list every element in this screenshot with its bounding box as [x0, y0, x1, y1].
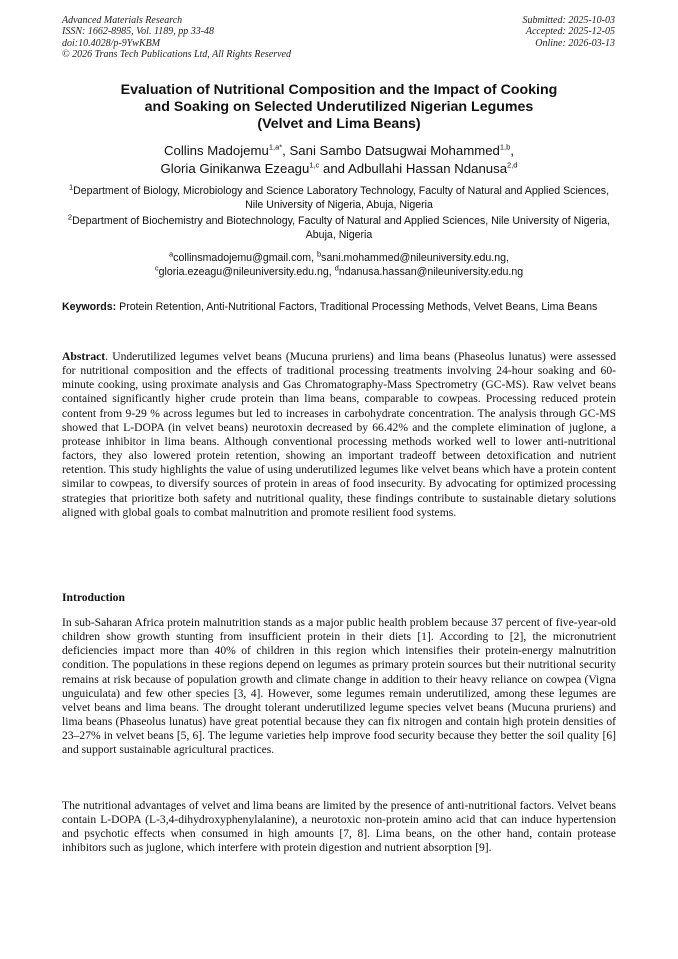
online-date: Online: 2026-03-13 — [535, 37, 615, 49]
keywords-text: Protein Retention, Anti-Nutritional Factors, Traditional Processing Methods, Velvet Beans, Lima Beans — [119, 301, 598, 313]
title-line-3: (Velvet and Lima Beans) — [257, 116, 421, 133]
author-name: Adbullahi Hassan Ndanusa — [347, 160, 508, 176]
email-mark: a — [169, 249, 174, 259]
author-list — [62, 142, 616, 177]
email-address[interactable]: ndanusa.hassan@nileuniversity.edu.ng — [338, 265, 524, 278]
introduction-paragraph-2: The nutritional advantages of velvet and lima beans are limited by the presence of anti-nutritional factors. Velvet beans contain L-DOPA (L-3,4-dihydroxyphenylalanine), a neurotoxic non-protein amino acid that can induce hypertension and psychotic effects when consumed in high amounts [7, 8]. Lima beans, on the other hand, contain protease inhibitors such as juglone, which interfere with protein digestion and nutrient absorption [9]. — [62, 799, 616, 855]
introduction-paragraph-1: In sub-Saharan Africa protein malnutrition stands as a major public health problem because 37 percent of five-year-old children show growth stunting from insufficient protein in their diets [1]. According to [2], the micronutrient deficiencies impact more than 40% of children in this region which intensifies their protein-energy malnutrition condition. The populations in these regions depend on legumes as primary protein sources but their nutritional security remains at risk because of population growth and climate change in addition to their heavy reliance on cowpea (Vigna unguiculata) and few other species [3, 4]. However, some legumes remain underutilized, among these legumes are velvet beans and lima beans. The drought tolerant underutilized legume species velvet beans (Mucuna pruriens) and lima beans (Phaseolus lunatus) have great potential because they can fix nitrogen and contain high protein densities of 23–27% in velvet beans [5, 6]. The legume varieties help improve food security because they better the soil quality [6] and support sustainable agricultural practices. — [62, 616, 616, 757]
submitted-date: Submitted: 2025-10-03 — [522, 15, 615, 26]
author-marks: 2,d — [507, 160, 518, 170]
author-emails — [62, 249, 616, 279]
copyright-line: © 2026 Trans Tech Publications Ltd, All Rights Reserved — [62, 49, 291, 61]
email-separator: , — [506, 252, 509, 264]
title-line-2: and Soaking on Selected Underutilized Nigerian Legumes — [144, 99, 534, 116]
author-separator: , — [282, 143, 290, 158]
affiliation-text: Department of Biology, Microbiology and Science Laboratory Technology, Faculty of Natural and Applied Sciences, Nile University of Nigeria, Abuja, Nigeria — [73, 185, 610, 211]
email-mark: d — [334, 263, 339, 273]
keywords-block — [62, 301, 616, 315]
author-marks: 1,b — [499, 142, 511, 152]
email-separator: , — [311, 252, 317, 264]
journal-name: Advanced Materials Research — [62, 15, 183, 26]
journal-issn: ISSN: 1662-8985, Vol. 1189, pp 33-48 — [62, 26, 215, 38]
journal-doi: doi:10.4028/p-9YwKBM — [62, 37, 161, 49]
paper-title — [62, 82, 616, 134]
author-separator: , — [510, 143, 514, 158]
author-name: Sani Sambo Datsugwai Mohammed — [289, 143, 500, 158]
abstract-label: Abstract — [62, 350, 106, 363]
email-address[interactable]: collinsmadojemu@gmail.com — [173, 252, 312, 264]
dates-header — [523, 15, 616, 49]
author-name: Collins Madojemu — [164, 143, 269, 158]
author-marks: 1,a* — [268, 142, 283, 152]
introduction-heading: Introduction — [62, 591, 125, 604]
affiliation-text: Department of Biochemistry and Biotechnology, Faculty of Natural and Applied Sciences, Nile University of Nigeria, Abuja, Nigeria — [72, 215, 611, 241]
keywords-label: Keywords: — [62, 301, 117, 313]
affiliation-1 — [62, 182, 616, 212]
email-separator: , — [328, 265, 335, 278]
title-line-1: Evaluation of Nutritional Composition and the Impact of Cooking — [120, 82, 558, 98]
author-marks: 1,c — [309, 160, 320, 170]
email-address[interactable]: gloria.ezeagu@nileuniversity.edu.ng — [158, 265, 329, 278]
author-name: Gloria Ginikanwa Ezeagu — [160, 160, 310, 176]
abstract-text: . Underutilized legumes velvet beans (Mucuna pruriens) and lima beans (Phaseolus lunatus) were assessed for nutritional composition and the effects of traditional processing treatments involving 24-hour soaking and 60-minute cooking, using proximate analysis and Gas Chromatography-Mass Spectrometry (GC-MS). Raw velvet beans contained significantly higher crude protein than lima beans, comparable to cowpeas. Processing reduced protein content from 9-29 % across legumes but led to increases in carbohydrate concentration. The analysis through GC-MS showed that L-DOPA (in velvet beans) neurotoxin decreased by 66.42% and the complete elimination of juglone, a protease inhibitor in lima beans. Although conventional processing methods worked well to lower anti-nutritional factors, they also lowered protein retention, showing an important tradeoff between detoxification and nutrient retention. This study highlights the value of using underutilized legumes like velvet beans which have a protein content similar to cowpeas, to diversify sources of protein in areas of food insecurity. By advocating for optimized processing strategies that prioritize both safety and nutritional quality, these findings contribute to sustainable dietary solutions aligned with global goals to combat malnutrition and promote resilient food systems. — [62, 350, 616, 519]
affiliation-mark: 2 — [67, 212, 73, 222]
abstract-block — [62, 350, 616, 520]
author-separator: and — [319, 160, 348, 176]
affiliation-2 — [62, 212, 616, 242]
email-mark: c — [154, 263, 159, 273]
accepted-date: Accepted: 2025-12-05 — [525, 26, 615, 38]
journal-header — [62, 15, 291, 61]
email-address[interactable]: sani.mohammed@nileuniversity.edu.ng — [321, 252, 507, 264]
email-mark: b — [317, 249, 322, 259]
affiliation-mark: 1 — [68, 182, 74, 192]
